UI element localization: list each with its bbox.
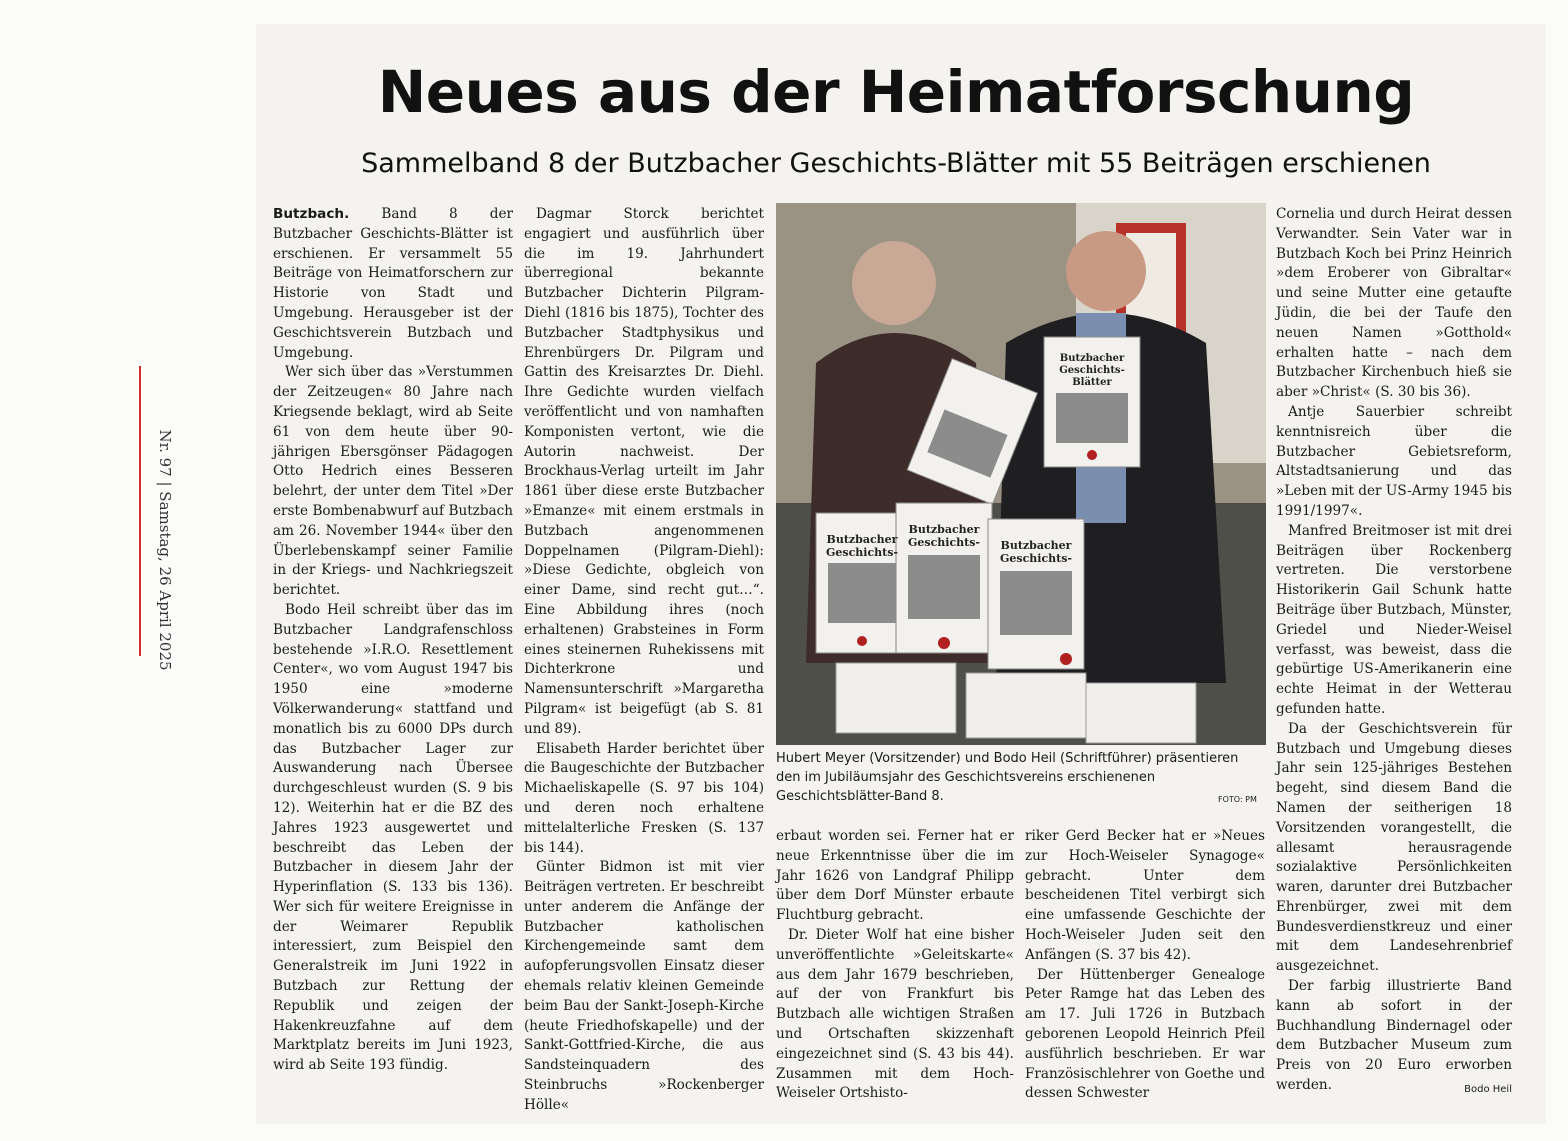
paragraph: erbaut worden sei. Ferner hat er neue Erkenntnisse über die im Jahr 1626 von Landgraf Philipp über dem Dorf Münster erbaute Fluchtburg gebracht. <box>776 828 1014 924</box>
photo-illustration <box>776 203 1266 745</box>
subheadline: Sammelband 8 der Butzbacher Geschichts-Blätter mit 55 Beiträgen erschienen <box>361 148 1431 179</box>
paragraph: Antje Sauerbier schreibt kenntnisreich über die Butzbacher Gebietsreform, Altstadtsanierung und das »Leben mit der US-Army 1945 bis 1991/1997«. <box>1276 403 1512 519</box>
book-title-text: Butzbacher <box>1000 539 1072 552</box>
book-title-text: Butzbacher <box>908 523 980 536</box>
paragraph: Elisabeth Harder berichtet über die Baugeschichte der Butzbacher Michaeliskapelle (S. 97 bis 104) und deren noch erhaltene mittelalterliche Fresken (S. 137 bis 144). <box>524 740 764 856</box>
paragraph: Dagmar Storck berichtet engagiert und ausführlich über die im 19. Jahrhundert überregional bekannte Butzbacher Dichterin Pilgram-Diehl (1816 bis 1875), Tochter des Butzbacher Stadtphysikus und Ehrenbürgers Dr. Pilgram und Gattin des Kreisarztes Dr. Diehl. Ihre Gedichte wurden vielfach veröffentlicht und von namhaften Komponisten vertont, wie die Autorin nachweist. Der Brockhaus-Verlag urteilt im Jahr 1861 über diese erste Butzbacher »Emanze« mit einem erstmals in Butzbach angenommenen Doppelnamen (Pilgram-Diehl): »Diese Gedichte, obgleich von einer Dame, sind recht gut…“. Eine Abbildung ihres (noch erhaltenen) Grabsteines in Form eines steinernen Ruhekissens mit Dichterkrone und Namensunterschrift »Margaretha Pilgram« ist beigefügt (ab S. 81 und 89). <box>524 206 764 737</box>
paragraph: Der farbig illustrierte Band kann ab sofort in der Buchhandlung Bindernagel oder dem Butzbacher Museum zum Preis von 20 Euro erworben werden. <box>1276 978 1512 1094</box>
paragraph: Günter Bidmon ist mit vier Beiträgen vertreten. Er beschreibt unter anderem die Anfänge der Butzbacher katholischen Kirchengemeinde samt dem aufopferungsvollen Einsatz dieser ehemals relativ kleinen Gemeinde beim Bau der Sankt-Joseph-Kirche (heute Friedhofskapelle) und der Sankt-Gottfried-Kirche, die aus Sandsteinquadern des Steinbruchs »Rockenberger Hölle« <box>524 859 764 1113</box>
column-5 <box>1276 205 1512 1100</box>
book-title-text: Blätter <box>1072 377 1112 388</box>
headline: Neues aus der Heimatforschung <box>377 58 1415 126</box>
paragraph: Da der Geschichtsverein für Butzbach und Umgebung dieses Jahr sein 125-jähriges Bestehen begeht, sind diesem Band die Namen der seitherigen 18 Vorsitzenden vorangestellt, die allesamt herausragende sozialaktive Persönlichkeiten waren, darunter drei Butzbacher Ehrenbürger, zwei mit dem Bundesverdienstkreuz und einer mit dem Landesehrenbrief ausgezeichnet. <box>1276 720 1512 975</box>
photo-credit: FOTO: PM <box>1218 795 1257 804</box>
paragraph: Dr. Dieter Wolf hat eine bisher unveröffentlichte »Geleitskarte« aus dem Jahr 1679 beschrieben, auf der von Frankfurt bis Butzbach alle wichtigen Straßen und Ortschaften skizzenhaft eingezeichnet sind (S. 43 bis 44). Zusammen mit dem Hoch-Weiseler Ortshisto- <box>776 926 1014 1102</box>
paragraph: Cornelia und durch Heirat dessen Verwandter. Sein Vater war in Butzbach Koch bei Prinz Heinrich »dem Eroberer von Gibraltar« und seine Mutter eine getaufte Jüdin, die bei der Taufe den neuen Namen »Gotthold« erhalten hatte – nach dem Butzbacher Kirchenbuch hieß sie aber »Christ« (S. 30 bis 36). <box>1276 206 1512 401</box>
book-title-text: Geschichts- <box>1000 552 1072 565</box>
article-photo <box>776 203 1266 745</box>
column-4 <box>1025 827 1265 1104</box>
paragraph: Band 8 der Butzbacher Geschichts-Blätter ist erschienen. Er versammelt 55 Beiträge von Heimatforschern zur Historie von Stadt und Umgebung. Herausgeber ist der Geschichtsverein Butzbach und Umgebung. <box>273 206 513 361</box>
dateline: Butzbach. <box>273 206 350 222</box>
paragraph: Wer sich über das »Verstummen der Zeitzeugen« 80 Jahre nach Kriegsende beklagt, wird ab Seite 61 von dem heute über 90-jährigen Ebersgönser Pädagogen Otto Hedrich eines Besseren belehrt, der unter dem Titel »Der erste Bombenabwurf auf Butzbach am 26. November 1944« über den Überlebenskampf seiner Familie in der Kriegs- und Nachkriegszeit berichtet. <box>273 364 513 599</box>
author-signature: Bodo Heil <box>1464 1083 1512 1095</box>
paragraph: riker Gerd Becker hat er »Neues zur Hoch-Weiseler Synagoge« gebracht. Unter dem bescheidenen Titel verbirgt sich eine umfassende Geschichte der Hoch-Weiseler Juden seit den Anfängen (S. 37 bis 42). <box>1025 828 1265 963</box>
photo-caption: Hubert Meyer (Vorsitzender) und Bodo Heil (Schriftführer) präsentieren den im Jubiläumsjahr des Geschichtsvereins erschienenen Geschichtsblätter-Band 8. <box>776 751 1239 804</box>
paragraph: Der Hüttenberger Genealoge Peter Ramge hat das Leben des am 17. Juli 1726 in Butzbach geborenen Leopold Heinrich Pfeil ausführlich beschrieben. Er war Französischlehrer von Goethe und dessen Schwester <box>1025 966 1265 1102</box>
margin-line <box>139 366 141 656</box>
book-title-text: Geschichts- <box>908 536 980 549</box>
paragraph: Bodo Heil schreibt über das im Butzbacher Landgrafenschloss bestehende »I.R.O. Resettlement Center«, wo vom August 1947 bis 1950 eine »moderne Völkerwanderung« stattfand und monatlich bis zu 6000 DPs durch das Butzbacher Lager zur Auswanderung nach Übersee durchgeschleust wurden (S. 9 bis 12). Weiterhin hat er die BZ des Jahres 1923 ausgewertet und beschreibt das Leben der Butzbacher in diesem Jahr der Hyperinflation (S. 133 bis 136). Wer sich für weitere Ereignisse in der Weimarer Republik interessiert, zum Beispiel den Generalstreik im Juni 1922 in Butzbach zur Rettung der Republik und zeigen der Hakenkreuzfahne auf dem Marktplatz bereits im Juni 1923, wird ab Seite 193 fündig. <box>273 601 513 1074</box>
column-2 <box>524 205 764 1116</box>
book-title-text: Geschichts- <box>826 546 898 559</box>
book-title-text: Butzbacher <box>1059 353 1125 364</box>
column-3 <box>776 827 1014 1104</box>
side-note: Nr. 97 | Samstag, 26 April 2025 <box>156 429 174 671</box>
book-title-text: Geschichts- <box>1059 365 1125 376</box>
book-title-text: Butzbacher <box>826 533 898 546</box>
column-1 <box>273 205 513 1076</box>
paragraph: Manfred Breitmoser ist mit drei Beiträgen über Rockenberg vertreten. Die verstorbene Historikerin Gail Schunk hatte Beiträge über Butzbach, Münster, Griedel und Nieder-Weisel verfasst, was beweist, dass die gebürtige US-Amerikanerin eine echte Heimat in der Wetterau gefunden hatte. <box>1276 522 1512 717</box>
